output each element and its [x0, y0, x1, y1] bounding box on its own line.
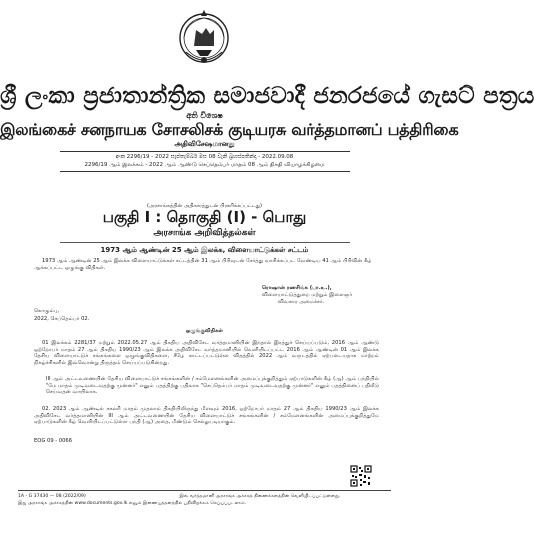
regulation-paragraph-3: 02. 2023 ஆம் ஆண்டில் சகலரி மாதம் முதலாம் திகதியிலிருந்து மீளவும் 2016, ஒற்றோபர் மாதம் 27 ஆம் திகதிய 1990/23 ஆம் இலக்க அதிவிசேட வர்த்தமானியின் III ஆம் அட்டவணையின் தேசிய விளையாட்டுச் சங்கங்களின் / சம்மேளனங்களின் அமைப்புக்குறித்துமே ஏற்பாடுகளின் கீழ் வெளியிடப்பட்டுள்ள பந்தி (ஆ) அதை, மீண்டும் செல்லுபடியாகும்.	[34, 406, 379, 426]
footer-publisher-note: இவ் வர்த்தமானி அரசாங்க அச்சகத் திணைக்களத்தின் வெளியிடப்பட்டுள்ளது.	[179, 494, 341, 499]
regulations-heading: ஒழுங்குவிதிகள்	[185, 328, 224, 334]
issue-tamil-line: 2296/19 ஆம் இலக்கம் - 2022 ஆம் ஆண்டு செப்தெம்பர் மாதம் 08 ஆம் திகதி வியாழக்கிழமை	[84, 162, 325, 168]
sinhala-masthead-title: ශ්‍රී ලංකා ප්‍රජාතාන්ත්‍රික සමාජවාදී ජනරජයේ ගැසට් පත්‍රය	[0, 82, 534, 109]
issue-bottom-rule	[60, 171, 350, 172]
regulation-paragraph-1: 01 இலக்கம் 2281/37 மற்றும் 2022.05.27 ஆம் திகதிய அதிவிசேட வர்த்தமானியின் இந்தால் இரத்துச் செய்யப்படும், 2016 ஆம் ஆண்டு ஒற்றோபர் மாதம் 27 ஆம் திகதிய 1990/23 ஆம் இலக்க அதிவிசேட வர்த்தமானியில் வெளியிடப்பட்ட 2016 ஆம் ஆண்டின் 01 ஆம் இலக்க தேசிய விளையாட்டுச் சங்கங்களை ஒழுங்குவிதிகளை, சீழே காட்டப்பட்டுள்ள விதத்தில் 2022 ஆம் வருடத்தில் ஏற்படையதாக மாற்றம் நிகழ்ச்சிகளில் இவ்வொன்று திருத்தம் செய்யப்படுகின்றது.	[34, 340, 379, 367]
section-rule	[60, 242, 350, 243]
government-notifications-heading: அரசாங்க அறிவித்தல்கள்	[153, 228, 256, 238]
signatory-name: ரொஷான் ரணசிங்க (பா.உ.),	[262, 285, 332, 291]
place: கொழும்பு,	[34, 308, 60, 314]
act-title: 1973 ஆம் ஆண்டின் 25 ஆம் இலக்க, விளையாட்டுக்கள் சட்டம்	[100, 246, 309, 254]
regulation-paragraph-2: III ஆம் அட்டவணையின் தேசிய விளையாட்டுச் சங்கங்களின் / சம்மேளனங்களின் அமைப்புக்குறித்தும் ஏற்பாடுகளின் கீழ் (ஆ) ஆம் பந்தியில் "மே மாதம் முடிவடைவதற்கு முன்னர்" எனும் பதத்திற்கு பதிலாக "செப்தெம்பர் மாதம் முடிவடைவதற்கு முன்னர்" எனும் பதத்தினைப் பதிலீடு செய்வதன் வாயிலாக.	[46, 376, 379, 396]
publish-note: (அரசாங்கத்தின் அதிகாரத்துடன் பிரசுரிக்கப்பட்டது)	[147, 203, 262, 209]
qr-code-icon	[350, 465, 372, 487]
part-heading: பகுதி I : தொகுதி (I) - பொது	[102, 208, 307, 226]
footer-print-code: 1A - G 37430 — 08 (2022/09)	[18, 494, 86, 499]
intro-paragraph: 1973 ஆம் ஆண்டின் 25 ஆம் இலக்க விளையாட்டுக்கள் சட்டத்தின் 31 ஆம் பிரிவுடன் சேர்த்து வாசிக்கப்பட வேண்டிய 41 ஆம் பிரிவின் கீழ் ஆக்கப்பட்ட ஒழுங்கு விதிகள்.	[34, 258, 372, 271]
signatory-title: விளையாட்டுத்துறை மற்றும் இளைஞர்	[262, 292, 353, 298]
issue-top-rule	[60, 151, 350, 152]
footer-rule	[18, 490, 391, 491]
tamil-masthead-title: இலங்கைச் சனநாயக சோசலிசக் குடியரசு வர்த்தமானப் பத்திரிகை	[0, 120, 459, 139]
national-emblem-icon	[176, 8, 232, 70]
sinhala-extraordinary-label: අති විශෙෂ	[186, 110, 223, 120]
footer-website-note: இது அரசாங்க அச்சகத்தின் www.documents.gov.lk எனும் இணையத்தளத்தில் பதிவிறக்கம் செய்யப்படலாம்.	[18, 501, 247, 506]
date: 2022, செப்தெம்பர் 02.	[34, 316, 90, 322]
signatory-title-2: விவகார அமைச்சர்.	[278, 299, 325, 305]
tamil-extraordinary-label: அதிவிசேஷமானது	[174, 140, 235, 148]
issue-sinhala-line: අංක 2296/19 - 2022 සැප්තැම්බර් මස 08 වැනි බ්‍රහස්පතින්දා - 2022.09.08	[115, 154, 294, 160]
eog-code: EOG 09 - 0066	[34, 438, 73, 444]
